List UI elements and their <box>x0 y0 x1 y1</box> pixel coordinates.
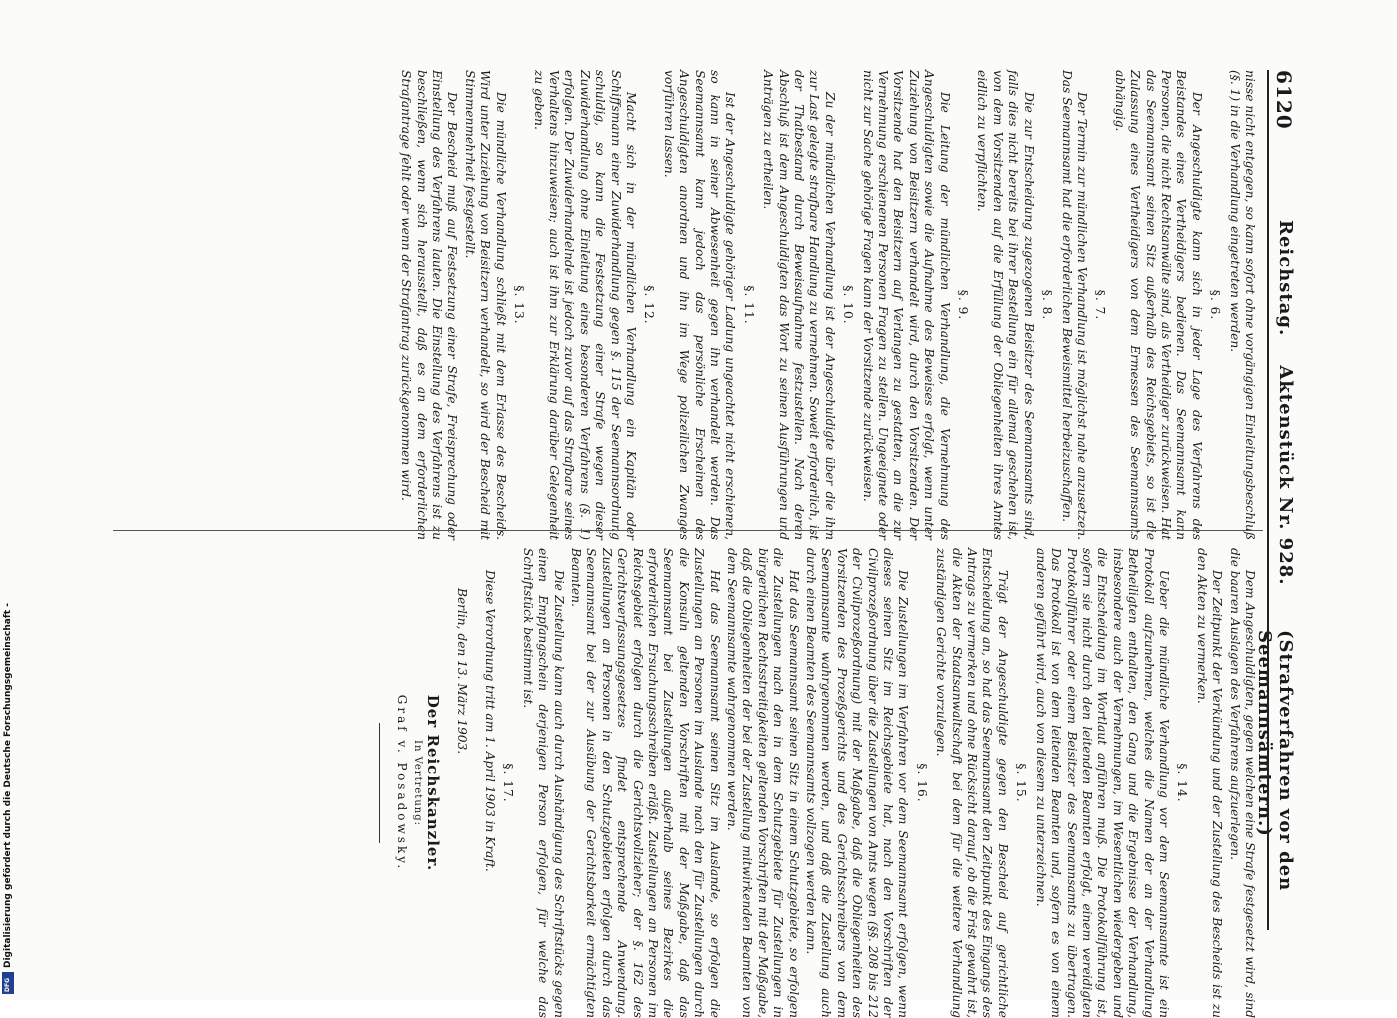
paragraph: Die Zustellung kann auch durch Aushändigung des Schriftstücks gegen einen Empfangschein derjenigen Person erfolgen, für welche das Schriftstück bestimmt ist. <box>520 548 566 1018</box>
paragraph: nisse nicht entgegen, so kann sofort ohne vorgängigen Einleitungsbeschluß (§. 1) in die Verhandlung eingetreten werden. <box>1227 70 1257 540</box>
header-title: (Strafverfahren vor den Seemannsämtern.) <box>1254 630 1296 892</box>
signature-title: Der Reichskanzler. <box>424 694 443 872</box>
paragraph: Die zur Entscheidung zugezogenen Beisitzer des Seemannsamts sind, falls dies nicht bereits bei ihrer Bestellung ein für allemal geschehen ist, von dem Vorsitzenden auf die Erfüllung der Obliegenheiten ihres Amtes eidlich zu verpflichten. <box>975 70 1036 540</box>
paragraph: Der Angeschuldigte kann sich in jeder Lage des Verfahrens des Beistandes eines Vertheidigers bedienen. Das Seemannsamt kann Personen, die nicht Rechtsanwälte sind, als Vertheidiger zurückweisen. Hat das Seemannsamt seinen Sitz außerhalb des Reichsgebiets, so ist die Zulassung eines Vertheidigers von dem Ermessen des Seemannsamts abhängig. <box>1112 70 1204 540</box>
right-column <box>379 548 1257 1018</box>
dfg-logo <box>2 972 14 994</box>
digitization-note: Digitalisierung gefördert durch die Deutsche Forschungsgemeinschaft - <box>3 603 13 968</box>
page-number: 6120 <box>1272 70 1296 130</box>
closing-rule <box>379 723 380 843</box>
paragraph: Ueber die mündliche Verhandlung vor dem Seemannsamte ist ein Protokoll aufzunehmen, welches die Namen der an der Verhandlung Betheiligten enthalten, den Gang und die Ergebnisse der Verhandlung, insbesondere auch der Vernehmungen, im Wesentlichen wiedergeben und die Entscheidung im Wortlaut anführen muß. Die Protokollführung ist, sofern sie nicht durch den leitenden Beamten erfolgt, einem vereidigten Protokollführer oder einem Beisitzer des Seemannsamts zu übertragen. Das Protokoll ist von dem leitenden Beamten und, sofern es von einem anderen geführt wird, auch von diesem zu unterzeichnen. <box>1033 548 1171 1018</box>
header-rule <box>1267 70 1269 930</box>
section-heading: §. 17. <box>501 763 516 803</box>
section-heading: §. 16. <box>914 763 929 803</box>
section-heading: §. 12. <box>642 285 657 325</box>
header-reichstag <box>1275 220 1296 586</box>
paragraph: Trägt der Angeschuldigte gegen den Bescheid auf gerichtliche Entscheidung an, so hat das Seemannsamt den Zeitpunkt des Eingangs des Antrags zu vermerken und ohne Rücksicht darauf, ob die Frist gewahrt ist, die Akten der Staatsanwaltschaft bei dem für die weitere Verhandlung zuständigen Gerichte vorzulegen. <box>934 548 1010 1018</box>
left-column <box>396 70 1257 540</box>
paragraph: Hat das Seemannsamt seinen Sitz im Auslande, so erfolgen die Zustellungen an Personen im Auslande nach den für Zustellungen durch die Konsuln geltenden Vorschriften mit der Maßgabe, daß das Seemannsamt bei Zustellungen außerhalb seines Bezirkes die erforderlichen Ersuchungsschreiben erläßt. Zustellungen an Personen im Reichsgebiet erfolgen durch die Gerichtsvollzieher; der §. 162 des Gerichtsverfassungsgesetzes findet entsprechende Anwendung. Zustellungen an Personen in den Schutzgebieten erfolgen durch das Seemannsamt bei der zur Ausübung der Gerichtsbarkeit ermächtigten Beamten. <box>568 548 722 1018</box>
paragraph: Diese Verordnung tritt am 1. April 1903 in Kraft. <box>482 570 497 872</box>
paragraph: Die mündliche Verhandlung schließt mit dem Erlasse des Bescheids. Wird unter Zuziehung von Beisitzern verhandelt, so wird der Bescheid mit Stimmenmehrheit festgestellt. <box>462 70 508 540</box>
section-heading: §. 9. <box>956 289 971 321</box>
page-header <box>1254 70 1302 930</box>
section-heading: §. 7. <box>1093 289 1108 321</box>
header-left: Reichstag. <box>1275 220 1296 337</box>
column-divider <box>113 530 1263 531</box>
date-line: Berlin, den 13. März 1903. <box>455 588 470 755</box>
header-document-number: Aktenstück Nr. 928. <box>1275 365 1296 586</box>
paragraph: Zu der mündlichen Verhandlung ist der Angeschuldigte über die ihm zur Last gelegte strafbare Handlung zu vernehmen. Soweit erforderlich, ist der Thatbestand durch Beweisaufnahme festzustellen. Nach deren Abschluß ist dem Angeschuldigten das Wort zu seinen Ausführungen und Anträgen zu ertheilen. <box>761 70 837 540</box>
paragraph: Ist der Angeschuldigte gehöriger Ladung ungeachtet nicht erschienen, so kann in seiner Abwesenheit gegen ihn verhandelt werden. Das Seemannsamt kann jedoch das persönliche Erscheinen des Angeschuldigten anordnen und ihn im Wege polizeilichen Zwanges vorführen lassen. <box>661 70 738 540</box>
paragraph: Die Zustellungen im Verfahren vor dem Seemannsamt erfolgen, wenn dieses seinen Sitz im Reichsgebiete hat, nach den Vorschriften der Civilprozeßordnung über die Zustellungen von Amts wegen (§§. 208 bis 212 der Civilprozeßordnung) mit der Maßgabe, daß die Obliegenheiten des Vorsitzenden des Prozeßgerichts und des Gerichtsschreibers von dem Seemannsamte wahrgenommen werden, und daß die Zustellung auch durch einen Beamten des Seemannsamts vollzogen werden kann. <box>804 548 911 1018</box>
section-heading: §. 11. <box>741 285 756 325</box>
dfg-logo-text: DFG <box>4 977 11 992</box>
section-heading: §. 13. <box>512 285 527 325</box>
paragraph: Macht sich in der mündlichen Verhandlung ein Kapitän oder Schiffsmann einer Zuwiderhandlung gegen §. 115 der Seemannsordnung schuldig, so kann die Festsetzung einer Strafe wegen dieser Zuwiderhandlung ohne Einleitung eines besonderen Verfahrens (§. 1) erfolgen. Der Zuwiderhandelnde ist jedoch zuvor auf das Strafbare seines Verhaltens hinzuweisen; auch ist ihm zur Erklärung darüber Gelegenheit zu geben. <box>531 70 638 540</box>
section-heading: §. 6. <box>1208 289 1223 321</box>
paragraph: Hat das Seemannsamt seinen Sitz in einem Schutzgebiete, so erfolgen die Zustellungen nach den in dem Schutzgebiete für Zustellungen in bürgerlichen Rechtsstreitigkeiten geltenden Vorschriften mit der Maßgabe, daß die Obliegenheiten der bei der Zustellung mitwirkenden Beamten von dem Seemannsamte wahrgenommen werden. <box>725 548 801 1018</box>
paragraph: Der Termin zur mündlichen Verhandlung ist möglichst nahe anzusetzen. Das Seemannsamt hat die erforderlichen Beweismittel herbeizuschaffen. <box>1059 70 1089 540</box>
section-heading: §. 15. <box>1014 763 1029 803</box>
section-heading: §. 10. <box>841 285 856 325</box>
paragraph: Die Leitung der mündlichen Verhandlung, die Vernehmung des Angeschuldigten sowie die Aufnahme des Beweises erfolgt, wenn unter Zuziehung von Beisitzern verhandelt wird, durch den Vorsitzenden. Der Vorsitzende hat den Beisitzern auf Verlangen zu gestatten, an die zur Vernehmung erschienenen Personen Fragen zu stellen. Ungeeignete oder nicht zur Sache gehörige Fragen kann der Vorsitzende zurückweisen. <box>860 70 952 540</box>
section-heading: §. 8. <box>1040 289 1055 321</box>
signature-name: Graf v. Posadowsky. <box>395 694 410 872</box>
signature-note: In Vertretung: <box>411 740 423 826</box>
paragraph: Dem Angeschuldigten, gegen welchen eine Strafe festgesetzt wird, sind die baaren Auslagen des Verfahrens aufzuerlegen. <box>1227 548 1257 1018</box>
paragraph: Der Zeitpunkt der Verkündung und der Zustellung des Bescheids ist zu den Akten zu vermerken. <box>1194 548 1225 1018</box>
section-heading: §. 14. <box>1175 763 1190 803</box>
paragraph: Der Bescheid muß auf Festsetzung einer Strafe, Freisprechung oder Einstellung des Verfahrens lauten. Die Einstellung des Verfahrens ist zu beschließen, wenn sich herausstellt, daß es an dem erforderlichen Strafantrage fehlt oder wenn der Strafantrag zurückgenommen wird. <box>399 70 460 540</box>
